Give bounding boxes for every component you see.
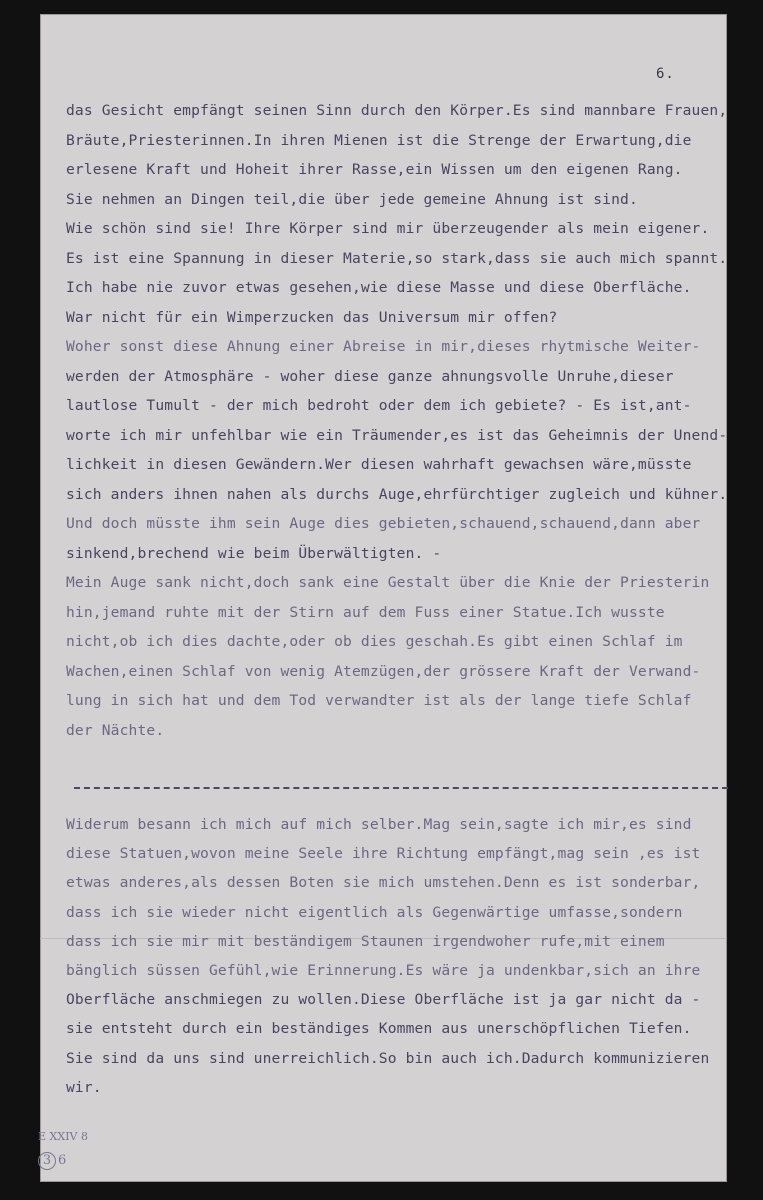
text-line: Ich habe nie zuvor etwas gesehen,wie diese Masse und diese Oberfläche. xyxy=(66,279,692,296)
text-line: sinkend,brechend wie beim Überwältigten. - xyxy=(66,544,442,562)
text-line: Und doch müsste ihm sein Auge dies gebieten,schauend,schauend,dann aber xyxy=(66,515,701,532)
text-line: werden der Atmosphäre - woher diese ganze ahnungsvolle Unruhe,dieser xyxy=(66,367,674,385)
text-line: lichkeit in diesen Gewändern.Wer diesen wahrhaft gewachsen wäre,müsste xyxy=(66,456,692,473)
text-line: Woher sonst diese Ahnung einer Abreise in mir,dieses rhytmische Weiter- xyxy=(66,338,701,355)
text-line: sie entsteht durch ein beständiges Kommen aus unerschöpflichen Tiefen. xyxy=(66,1020,692,1038)
text-line: Wie schön sind sie! Ihre Körper sind mir überzeugender als mein eigener. xyxy=(66,220,710,237)
text-line: dass ich sie wieder nicht eigentlich als Gegenwärtige umfasse,sondern xyxy=(66,903,683,921)
text-line: wir. xyxy=(66,1078,102,1096)
text-line: worte ich mir unfehlbar wie ein Träumender,es ist das Geheimnis der Unend- xyxy=(66,426,728,444)
text-line: nicht,ob ich dies dachte,oder ob dies geschah.Es gibt einen Schlaf im xyxy=(66,633,683,650)
text-line: War nicht für ein Wimperzucken das Universum mir offen? xyxy=(66,308,558,326)
text-line: dass ich sie mir mit beständigem Staunen irgendwoher rufe,mit einem xyxy=(66,932,665,950)
archive-signature: E XXIV 8 xyxy=(38,1130,88,1143)
text-line: lung in sich hat und dem Tod verwandter ist als der lange tiefe Schlaf xyxy=(66,692,692,709)
text-line: Wachen,einen Schlaf von wenig Atemzügen,der grössere Kraft der Verwand- xyxy=(66,662,701,680)
text-line: der Nächte. xyxy=(66,721,165,739)
text-line: Sie sind da uns sind unerreichlich.So bin auch ich.Dadurch kommunizieren xyxy=(66,1049,710,1067)
text-line: das Gesicht empfängt seinen Sinn durch den Körper.Es sind mannbare Frauen, xyxy=(66,102,728,119)
archive-folio-number: 6 xyxy=(58,1153,67,1168)
text-line: Bräute,Priesterinnen.In ihren Mienen ist die Strenge der Erwartung,die xyxy=(66,131,692,149)
archive-folio-mark xyxy=(38,1152,66,1170)
text-line: lautlose Tumult - der mich bedroht oder dem ich gebiete? - Es ist,ant- xyxy=(66,397,692,414)
text-line: Mein Auge sank nicht,doch sank eine Gestalt über die Knie der Priesterin xyxy=(66,574,710,591)
text-line: hin,jemand ruhte mit der Stirn auf dem Fuss einer Statue.Ich wusste xyxy=(66,603,665,621)
text-line: diese Statuen,wovon meine Seele ihre Richtung empfängt,mag sein ,es ist xyxy=(66,845,701,863)
text-line: Widerum besann ich mich auf mich selber.Mag sein,sagte ich mir,es sind xyxy=(66,816,692,833)
section-divider xyxy=(74,787,728,789)
archive-folio-circle: 3 xyxy=(38,1152,56,1170)
text-line: Oberfläche anschmiegen zu wollen.Diese Oberfläche ist ja gar nicht da - xyxy=(66,991,701,1009)
text-line: bänglich süssen Gefühl,wie Erinnerung.Es wäre ja undenkbar,sich an ihre xyxy=(66,962,701,979)
text-line: erlesene Kraft und Hoheit ihrer Rasse,ein Wissen um den eigenen Rang. xyxy=(66,161,683,178)
text-line: sich anders ihnen nahen als durchs Auge,ehrfürchtiger zugleich und kühner. xyxy=(66,485,728,503)
text-line: Sie nehmen an Dingen teil,die über jede gemeine Ahnung ist sind. xyxy=(66,190,638,208)
page-number: 6. xyxy=(656,66,675,82)
text-line: etwas anderes,als dessen Boten sie mich umstehen.Denn es ist sonderbar, xyxy=(66,874,701,892)
text-line: Es ist eine Spannung in dieser Materie,so stark,dass sie auch mich spannt. xyxy=(66,249,728,267)
